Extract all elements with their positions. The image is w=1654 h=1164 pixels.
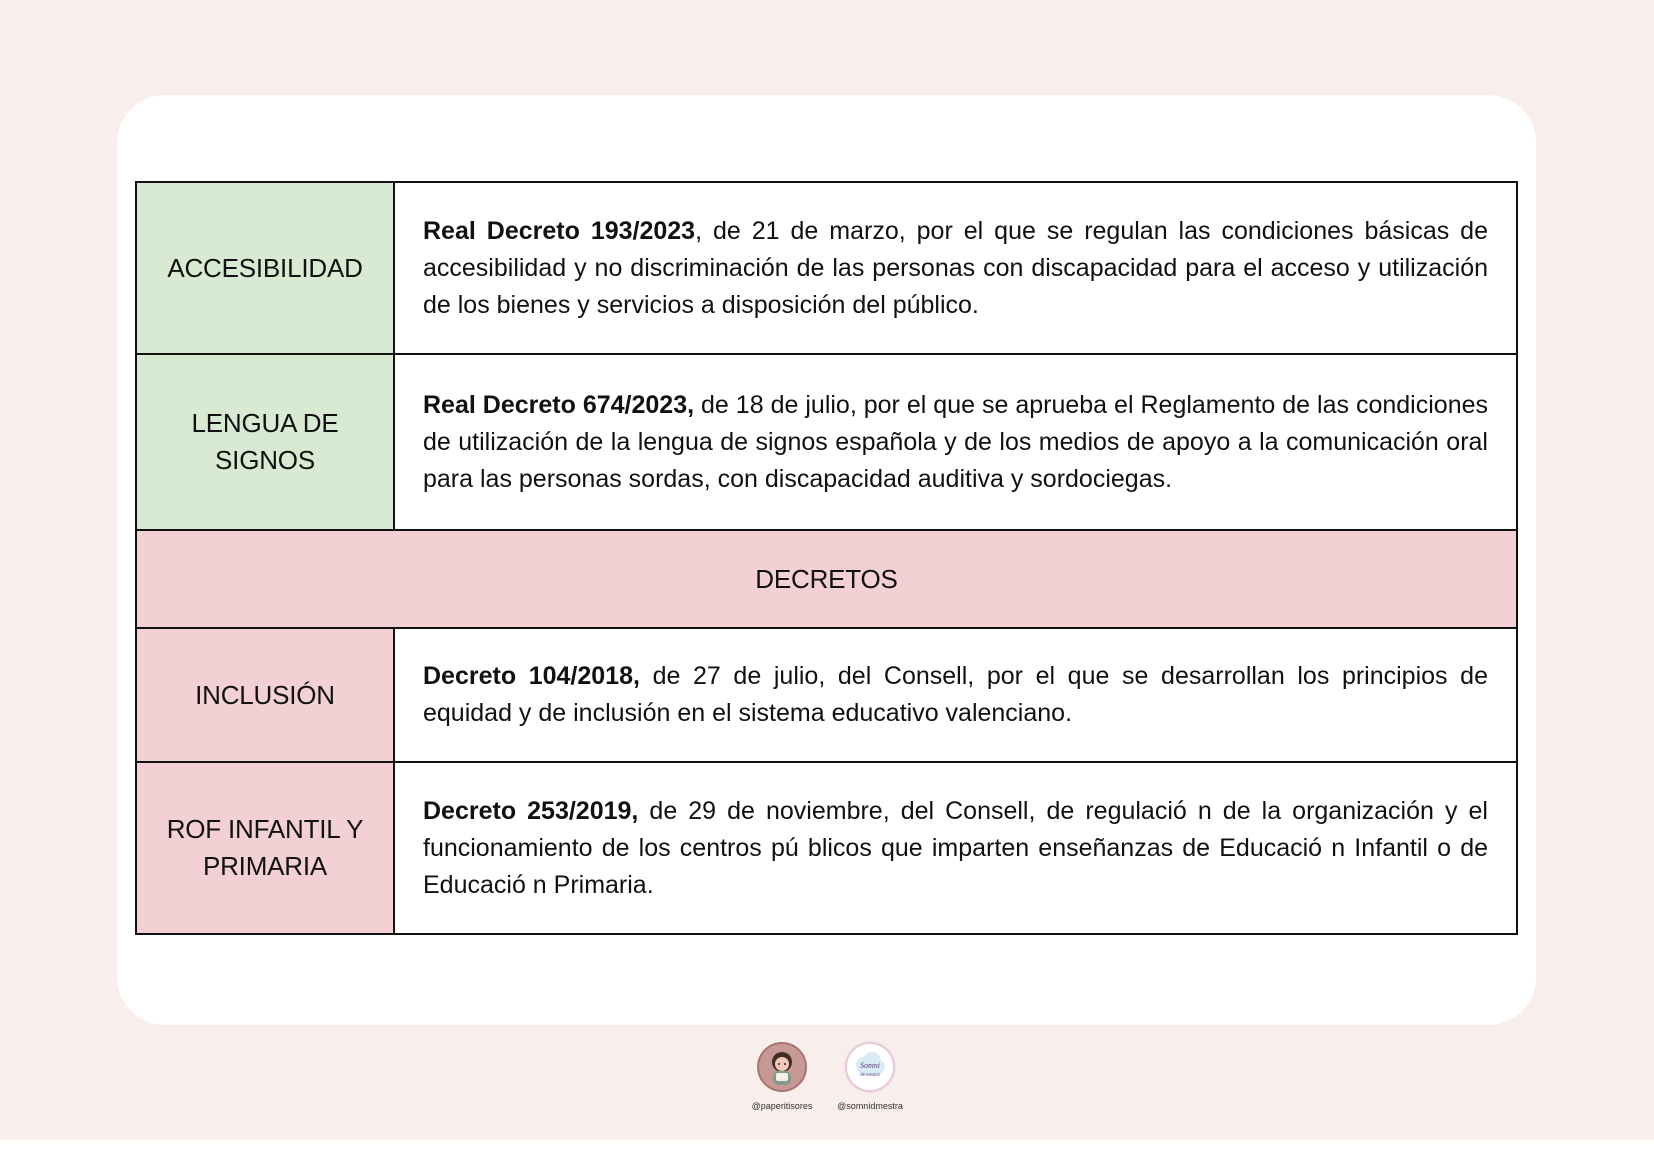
decree-name-inclusion: Decreto 104/2018, [423,662,640,690]
handle-text-somnidmestra: @somnidmestra [837,1101,903,1111]
label-accessibility: ACCESIBILIDAD [167,252,363,283]
table-row-inclusion [136,628,1517,762]
section-heading-decrees: DECRETOS [136,530,1517,628]
decree-name-sign-language: Real Decreto 674/2023, [423,390,695,419]
label-cell-accessibility [136,182,394,354]
label-rof: ROF INFANTIL Y PRIMARIA [166,814,364,881]
decree-text-accessibility: , de 21 de marzo, por el que se regulan las condiciones básicas de accesibilidad y no discriminación de las personas con discapacidad para el acceso y utilización de los bienes y servicios a disposición del público. [423,216,1488,319]
handle-somnidmestra [825,1042,915,1112]
description-cell-sign-language [394,354,1517,530]
label-cell-rof [136,762,394,934]
description-cell-inclusion [394,628,1517,762]
somni-cloud-logo-icon [845,1042,895,1092]
label-cell-inclusion [136,628,394,762]
description-cell-rof [394,762,1517,934]
handle-paperitisores [737,1042,827,1112]
section-row-decrees [136,530,1517,628]
label-cell-sign-language [136,354,394,530]
illustrated-teacher-avatar-icon [757,1042,807,1092]
description-cell-accessibility [394,182,1517,354]
table-row-sign-language [136,354,1517,530]
handle-text-paperitisores: @paperitisores [751,1101,813,1111]
label-sign-language: LENGUA DE SIGNOS [191,408,339,475]
table-row-accessibility [136,182,1517,354]
svg-text:Somni: Somni [860,1061,880,1070]
decree-name-accessibility: Real Decreto 193/2023 [423,216,696,245]
decree-text-inclusion: de 27 de julio, del Consell, por el que se desarrollan los principios de equidad y de inclusión en el sistema educativo valenciano. [423,662,1488,727]
decree-text-sign-language: de 18 de julio, por el que se aprueba el Reglamento de las condiciones de utilización de la lengua de signos española y de los medios de apoyo a la comunicación oral para las personas sordas, con discapacidad auditiva y sordociegas. [423,390,1488,493]
social-handles-footer [0,1042,1654,1112]
label-inclusion: INCLUSIÓN [195,679,335,710]
legal-references-table [135,181,1518,935]
decree-name-rof: Decreto 253/2019, [423,796,639,825]
decree-text-rof: de 29 de noviembre, del Consell, de regulació n de la organización y el funcionamiento de los centros pú blicos que imparten enseñanzas de Educació n Infantil o de Educació n Primaria. [423,796,1488,899]
svg-text:de mestra: de mestra [860,1073,880,1078]
table-row-rof [136,762,1517,934]
